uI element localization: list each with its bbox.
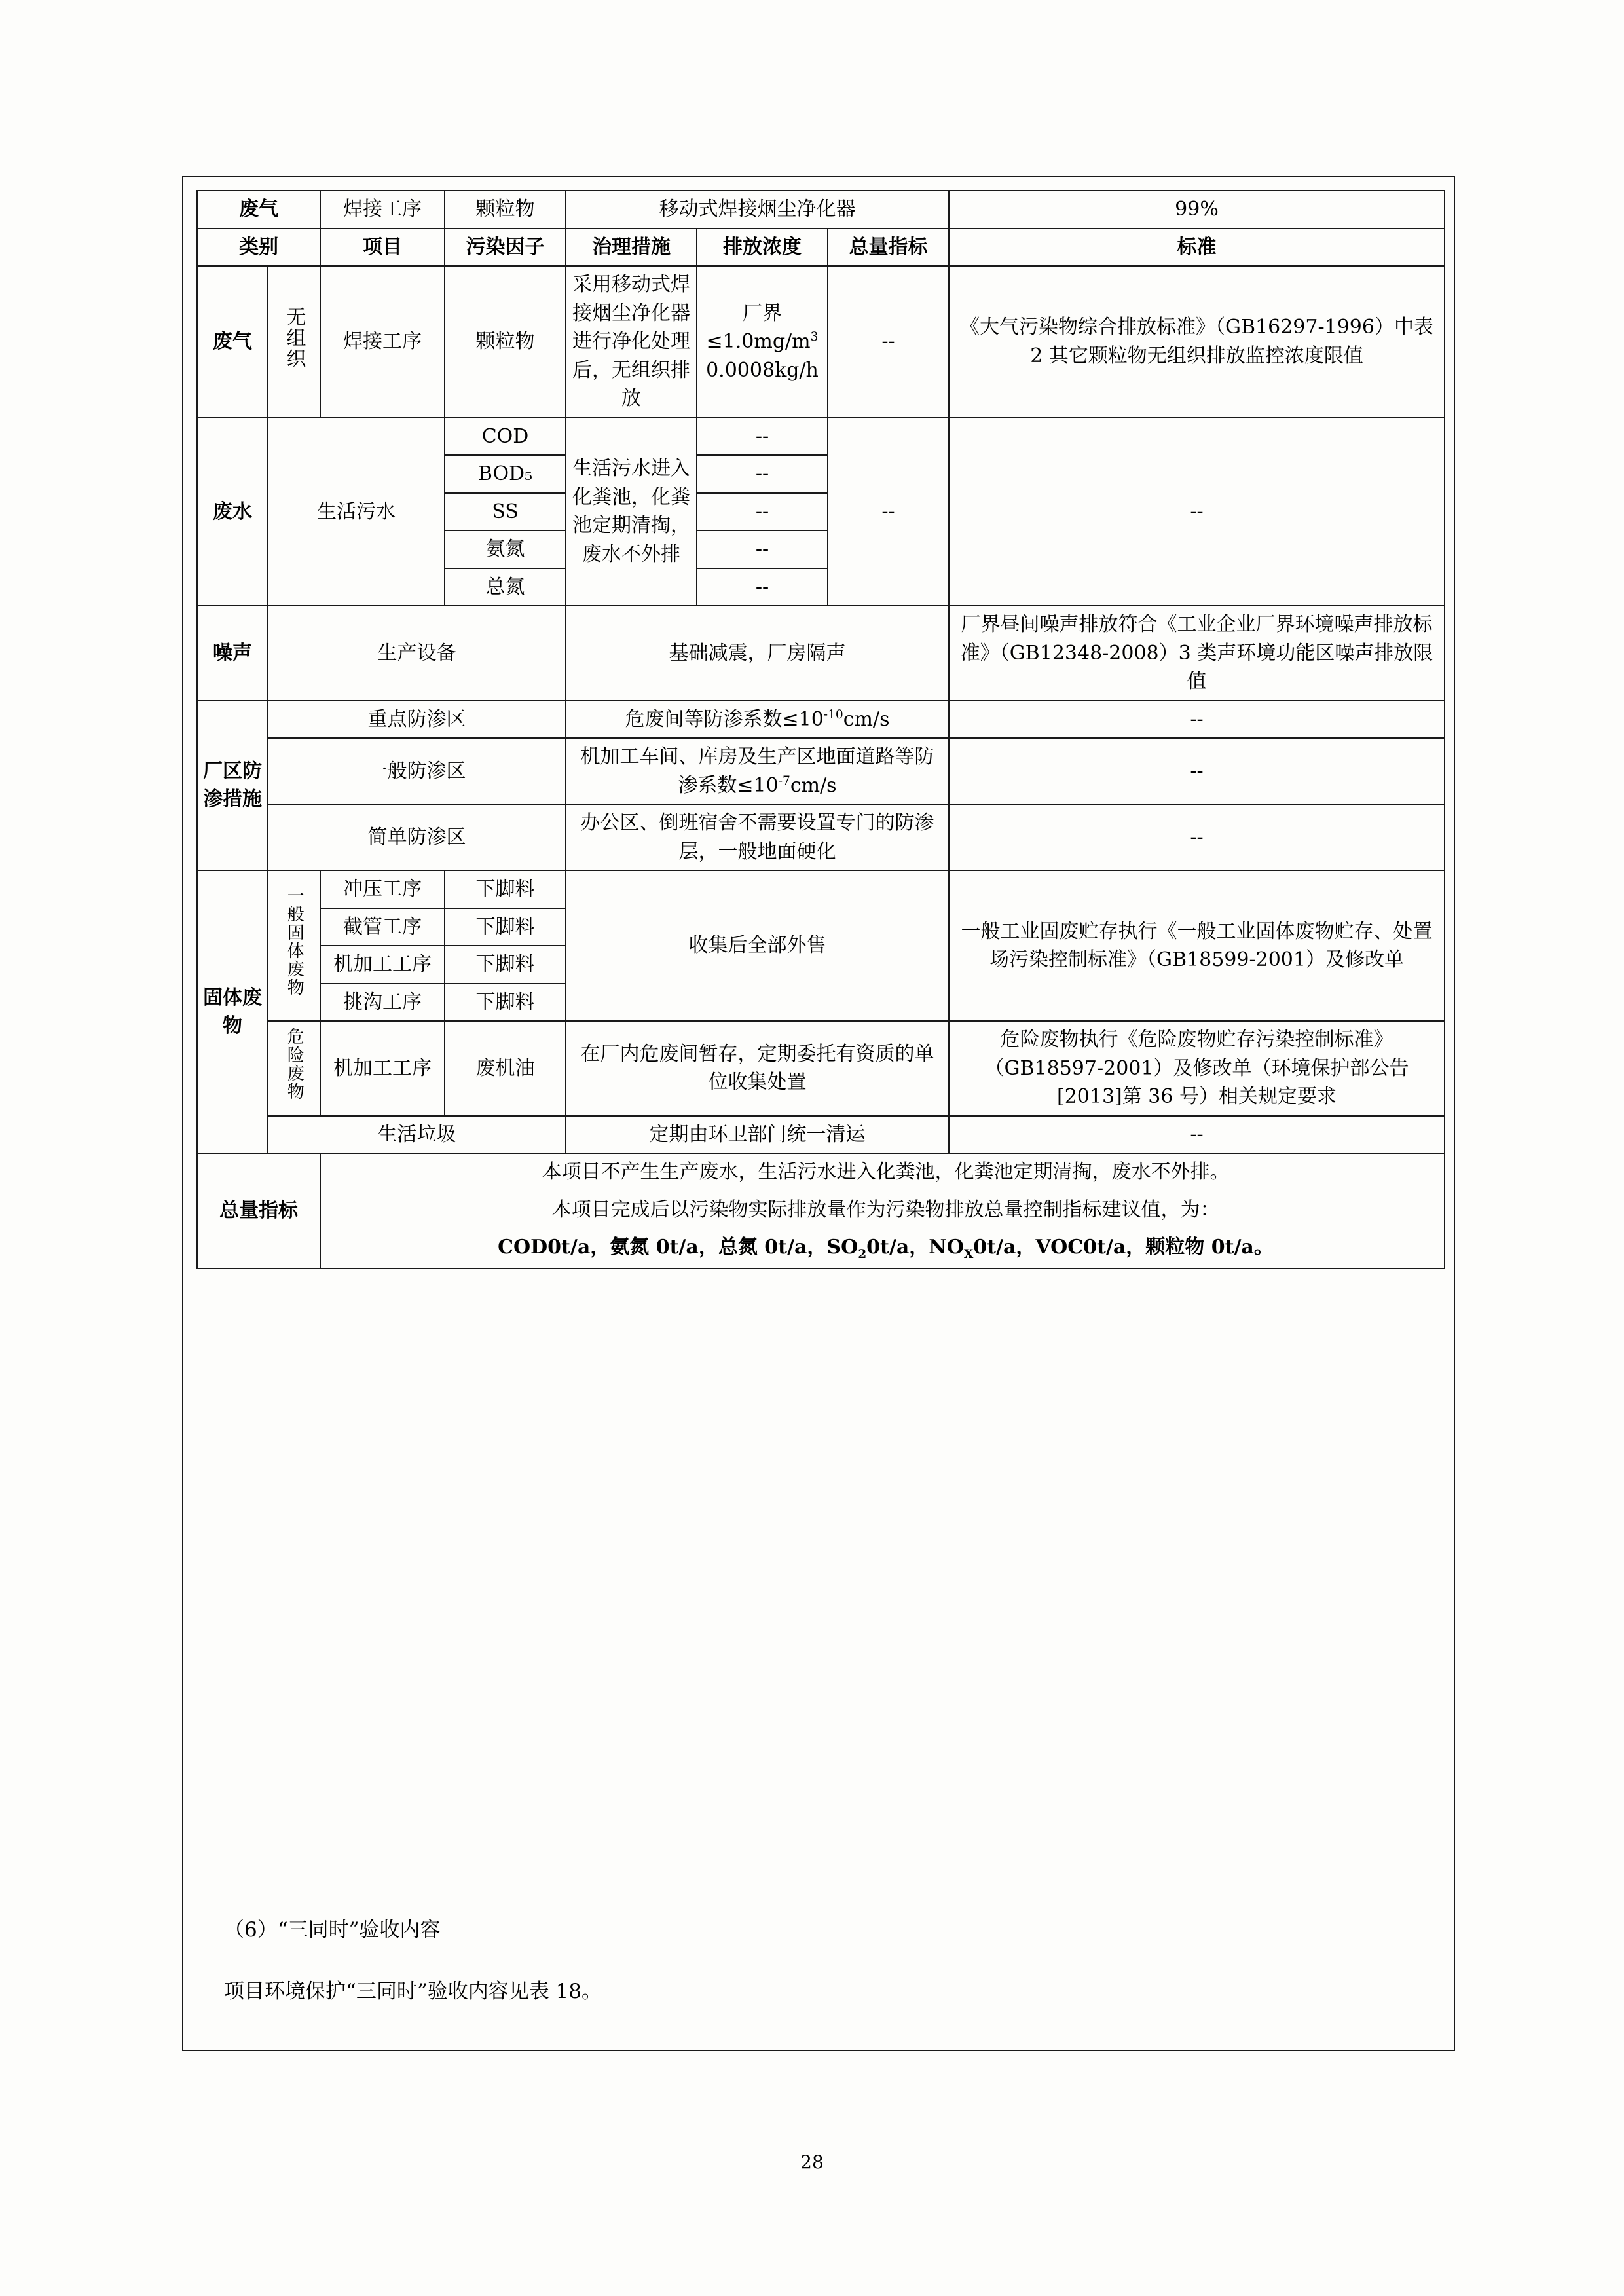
cell-subcategory-unorganized [268, 266, 320, 418]
header-standard: 标准 [949, 229, 1445, 267]
cell-measure-simple-seepage: 办公区、倒班宿舍不需要设置专门的防渗层，一般地面硬化 [566, 804, 949, 870]
cell-measure-welding: 采用移动式焊接烟尘净化器进行净化处理后，无组织排放 [566, 266, 697, 418]
cell-measure-domestic-garbage: 定期由环卫部门统一清运 [566, 1116, 949, 1154]
cell-standard-general-solid: 一般工业固废贮存执行《一般工业固体废物贮存、处置场污染控制标准》（GB18599-2001）及修改单 [949, 870, 1445, 1021]
cell-pollutant-particulate: 颗粒物 [445, 266, 566, 418]
cell-pollutant-scrap-1: 下脚料 [445, 870, 566, 908]
concentration-line2: $\le 1.0mg/m^3$ [706, 330, 819, 353]
cell-project-production-equipment: 生产设备 [268, 606, 566, 701]
cell-project-trenching: 挑沟工序 [320, 984, 445, 1022]
concentration-line1: 厂界 [743, 301, 782, 325]
header-concentration: 排放浓度 [697, 229, 828, 267]
cell-pollutant-ammonia: 氨氮 [445, 530, 566, 568]
cell-pollutant-ss: SS [445, 493, 566, 531]
cell-project: 焊接工序 [320, 191, 445, 229]
cell-conc-ss: -- [697, 493, 828, 531]
cell-category-wastewater: 废水 [197, 418, 268, 606]
table-row-wastewater-1 [197, 418, 1445, 456]
total-index-line3: COD0t/a，氨氮 0t/a，总氮 0t/a，$SO_20t/a$，$NO_X0t/a$，VOC0t/a，颗粒物 0t/a。 [498, 1236, 1274, 1261]
cell-conc-ammonia: -- [697, 530, 828, 568]
cell-standard-noise: 厂界昼间噪声排放符合《工业企业厂界环境噪声排放标准》（GB12348-2008）3 类声环境功能区噪声排放限值 [949, 606, 1445, 701]
cell-concentration-welding [697, 266, 828, 418]
pollution-control-table [196, 190, 1445, 1269]
cell-project-pipe-cutting: 截管工序 [320, 908, 445, 946]
cell-total-index-wastewater: -- [828, 418, 949, 606]
cell-measure-general-seepage: 机加工车间、库房及生产区地面道路等防渗系数$\le 10^{-7}cm/s$ [566, 738, 949, 804]
header-pollutant: 污染因子 [445, 229, 566, 267]
cell-conc-total-nitrogen: -- [697, 568, 828, 606]
cell-zone-general: 一般防渗区 [268, 738, 566, 804]
cell-category-solid-waste: 固体废物 [197, 870, 268, 1153]
cell-pollutant-scrap-3: 下脚料 [445, 946, 566, 984]
cell-pollutant: 颗粒物 [445, 191, 566, 229]
cell-pollutant-scrap-4: 下脚料 [445, 984, 566, 1022]
table-header-row [197, 229, 1445, 267]
subcategory-label: 无组织 [282, 306, 306, 369]
cell-total-index-key-seepage: -- [949, 701, 1445, 739]
cell-total-index-label: 总量指标 [197, 1153, 320, 1268]
header-measure: 治理措施 [566, 229, 697, 267]
cell-measure-noise: 基础减震，厂房隔声 [566, 606, 949, 701]
cell-project-domestic-garbage: 生活垃圾 [268, 1116, 566, 1154]
cell-standard-hazardous: 危险废物执行《危险废物贮存污染控制标准》（GB18597-2001）及修改单（环境保护部公告[2013]第 36 号）相关规定要求 [949, 1021, 1445, 1116]
cell-standard-wastewater: -- [949, 418, 1445, 606]
cell-pollutant-total-nitrogen: 总氮 [445, 568, 566, 606]
cell-efficiency: 99% [949, 191, 1445, 229]
cell-total-index-content [320, 1153, 1445, 1268]
cell-category: 废气 [197, 191, 320, 229]
table-row-noise [197, 606, 1445, 701]
cell-category-noise: 噪声 [197, 606, 268, 701]
body-paragraphs [196, 1886, 1444, 2010]
cell-subcategory-hazardous [268, 1021, 320, 1116]
page-number: 28 [800, 2151, 824, 2173]
table-row-seepage-1 [197, 701, 1445, 739]
table-row [197, 191, 1445, 229]
general-solid-label: 一般固体废物 [284, 886, 304, 997]
paragraph-section-title: （6）“三同时”验收内容 [224, 1918, 441, 1942]
cell-project-stamping: 冲压工序 [320, 870, 445, 908]
total-index-line1: 本项目不产生生产废水，生活污水进入化粪池，化粪池定期清掏，废水不外排。 [542, 1160, 1230, 1183]
cell-pollutant-cod: COD [445, 418, 566, 456]
cell-measure: 移动式焊接烟尘净化器 [566, 191, 949, 229]
table-row-hazardous [197, 1021, 1445, 1116]
cell-conc-bod5: -- [697, 455, 828, 493]
cell-zone-simple: 简单防渗区 [268, 804, 566, 870]
table-row-solidwaste-1 [197, 870, 1445, 908]
table-row-waste-gas [197, 266, 1445, 418]
cell-subcategory-general-solid [268, 870, 320, 1021]
table-row-total-index [197, 1153, 1445, 1268]
table-row-seepage-3 [197, 804, 1445, 870]
cell-category-seepage: 厂区防渗措施 [197, 701, 268, 871]
cell-project-machining-1: 机加工工序 [320, 946, 445, 984]
cell-pollutant-bod5: BOD₅ [445, 455, 566, 493]
cell-conc-cod: -- [697, 418, 828, 456]
header-total-index: 总量指标 [828, 229, 949, 267]
table-container [196, 190, 1444, 1269]
cell-pollutant-waste-oil: 废机油 [445, 1021, 566, 1116]
cell-measure-key-seepage: 危废间等防渗系数$\le 10^{-10}cm/s$ [566, 701, 949, 739]
cell-standard-welding: 《大气污染物综合排放标准》（GB16297-1996）中表 2 其它颗粒物无组织排放监控浓度限值 [949, 266, 1445, 418]
table-row-domestic-garbage [197, 1116, 1445, 1154]
concentration-line3: 0.0008kg/h [706, 358, 819, 382]
cell-total-index-welding: -- [828, 266, 949, 418]
paragraph-body: 项目环境保护“三同时”验收内容见表 18。 [224, 1980, 602, 2004]
cell-total-index-general-seepage: -- [949, 738, 1445, 804]
total-index-line2: 本项目完成后以污染物实际排放量作为污染物排放总量控制指标建议值，为： [551, 1198, 1220, 1221]
cell-measure-hazardous: 在厂内危废间暂存，定期委托有资质的单位收集处置 [566, 1021, 949, 1116]
header-category: 类别 [197, 229, 320, 267]
cell-pollutant-scrap-2: 下脚料 [445, 908, 566, 946]
cell-total-index-simple-seepage: -- [949, 804, 1445, 870]
cell-zone-key: 重点防渗区 [268, 701, 566, 739]
hazardous-label: 危险废物 [284, 1028, 304, 1101]
cell-standard-domestic-garbage: -- [949, 1116, 1445, 1154]
header-project: 项目 [320, 229, 445, 267]
cell-project-domestic-sewage: 生活污水 [268, 418, 445, 606]
cell-project-welding: 焊接工序 [320, 266, 445, 418]
cell-measure-general-solid: 收集后全部外售 [566, 870, 949, 1021]
cell-project-machining-2: 机加工工序 [320, 1021, 445, 1116]
cell-category-wastegas: 废气 [197, 266, 268, 418]
cell-measure-wastewater: 生活污水进入化粪池，化粪池定期清掏，废水不外排 [566, 418, 697, 606]
table-row-seepage-2 [197, 738, 1445, 804]
